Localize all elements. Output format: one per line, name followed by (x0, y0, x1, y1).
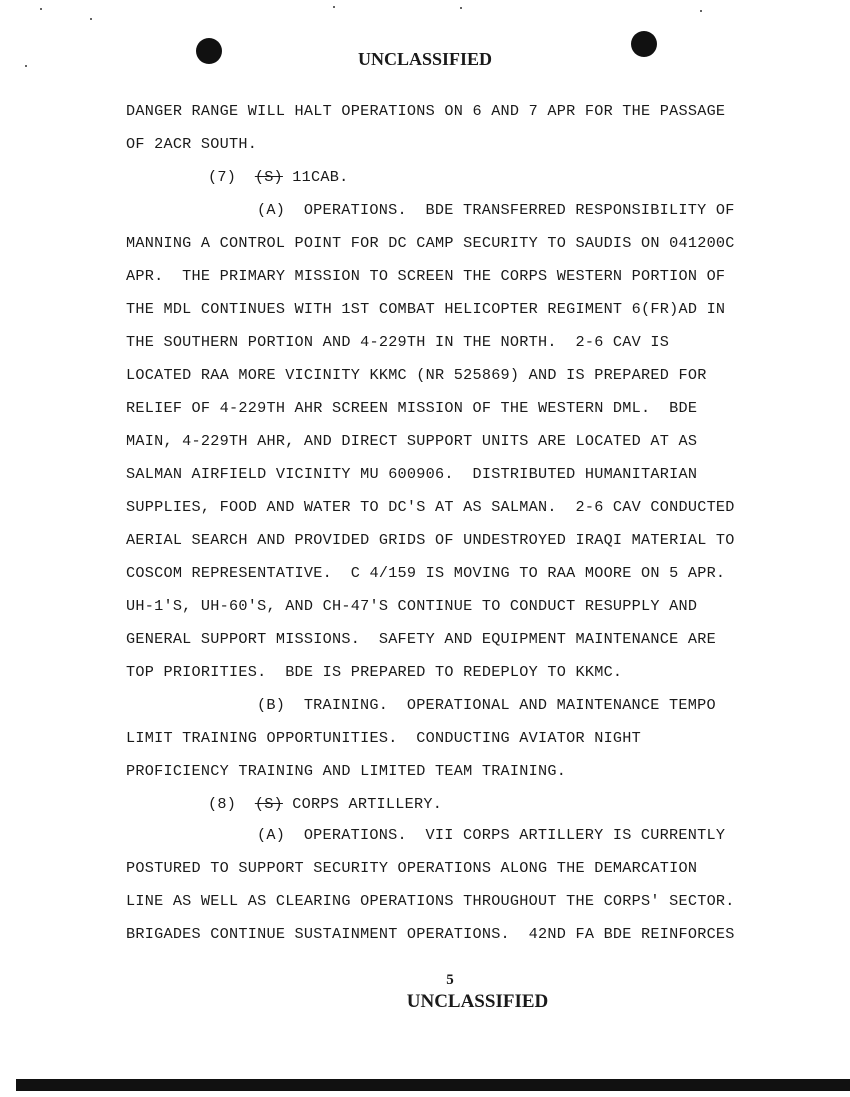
scan-speck (333, 6, 335, 8)
body-line: LIMIT TRAINING OPPORTUNITIES. CONDUCTING AVIATOR NIGHT (126, 729, 642, 747)
body-line: GENERAL SUPPORT MISSIONS. SAFETY AND EQUIPMENT MAINTENANCE ARE (126, 630, 716, 648)
scan-speck (40, 8, 42, 10)
scan-border-bottom (16, 1079, 850, 1091)
body-line: MANNING A CONTROL POINT FOR DC CAMP SECURITY TO SAUDIS ON 041200C (126, 234, 735, 252)
header-classification: UNCLASSIFIED (357, 49, 493, 69)
body-line: COSCOM REPRESENTATIVE. C 4/159 IS MOVING TO RAA MOORE ON 5 APR. (126, 564, 726, 582)
body-line: RELIEF OF 4-229TH AHR SCREEN MISSION OF THE WESTERN DML. BDE (126, 399, 698, 417)
scan-speck (90, 18, 92, 20)
body-line: THE MDL CONTINUES WITH 1ST COMBAT HELICOPTER REGIMENT 6(FR)AD IN (126, 300, 726, 318)
body-line: (A) OPERATIONS. BDE TRANSFERRED RESPONSIBILITY OF (257, 201, 735, 219)
body-line: THE SOUTHERN PORTION AND 4-229TH IN THE NORTH. 2-6 CAV IS (126, 333, 670, 351)
scan-speck (700, 10, 702, 12)
body-line: TOP PRIORITIES. BDE IS PREPARED TO REDEPLOY TO KKMC. (126, 663, 623, 681)
body-line: LINE AS WELL AS CLEARING OPERATIONS THROUGHOUT THE CORPS' SECTOR. (126, 892, 735, 910)
body-line: BRIGADES CONTINUE SUSTAINMENT OPERATIONS. 42ND FA BDE REINFORCES (126, 925, 735, 943)
body-line: OF 2ACR SOUTH. (126, 135, 258, 153)
page-number: 5 (446, 972, 454, 988)
section-heading-7: (7) (S) 11CAB. (208, 168, 349, 186)
body-line: SALMAN AIRFIELD VICINITY MU 600906. DISTRIBUTED HUMANITARIAN (126, 465, 698, 483)
scan-speck (460, 7, 462, 9)
body-line: LOCATED RAA MORE VICINITY KKMC (NR 525869) AND IS PREPARED FOR (126, 366, 707, 384)
body-line: AERIAL SEARCH AND PROVIDED GRIDS OF UNDESTROYED IRAQI MATERIAL TO (126, 531, 735, 549)
body-line: PROFICIENCY TRAINING AND LIMITED TEAM TRAINING. (126, 762, 567, 780)
body-line: APR. THE PRIMARY MISSION TO SCREEN THE CORPS WESTERN PORTION OF (126, 267, 726, 285)
section-heading-8: (8) (S) CORPS ARTILLERY. (208, 795, 443, 813)
body-line: DANGER RANGE WILL HALT OPERATIONS ON 6 AND 7 APR FOR THE PASSAGE (126, 102, 726, 120)
body-line: MAIN, 4-229TH AHR, AND DIRECT SUPPORT UNITS ARE LOCATED AT AS (126, 432, 698, 450)
body-line: POSTURED TO SUPPORT SECURITY OPERATIONS ALONG THE DEMARCATION (126, 859, 698, 877)
body-line: SUPPLIES, FOOD AND WATER TO DC'S AT AS SALMAN. 2-6 CAV CONDUCTED (126, 498, 735, 516)
footer-classification: UNCLASSIFIED (406, 991, 549, 1012)
body-line: (A) OPERATIONS. VII CORPS ARTILLERY IS CURRENTLY (257, 826, 726, 844)
body-line: (B) TRAINING. OPERATIONAL AND MAINTENANCE TEMPO (257, 696, 716, 714)
body-line: UH-1'S, UH-60'S, AND CH-47'S CONTINUE TO CONDUCT RESUPPLY AND (126, 597, 698, 615)
